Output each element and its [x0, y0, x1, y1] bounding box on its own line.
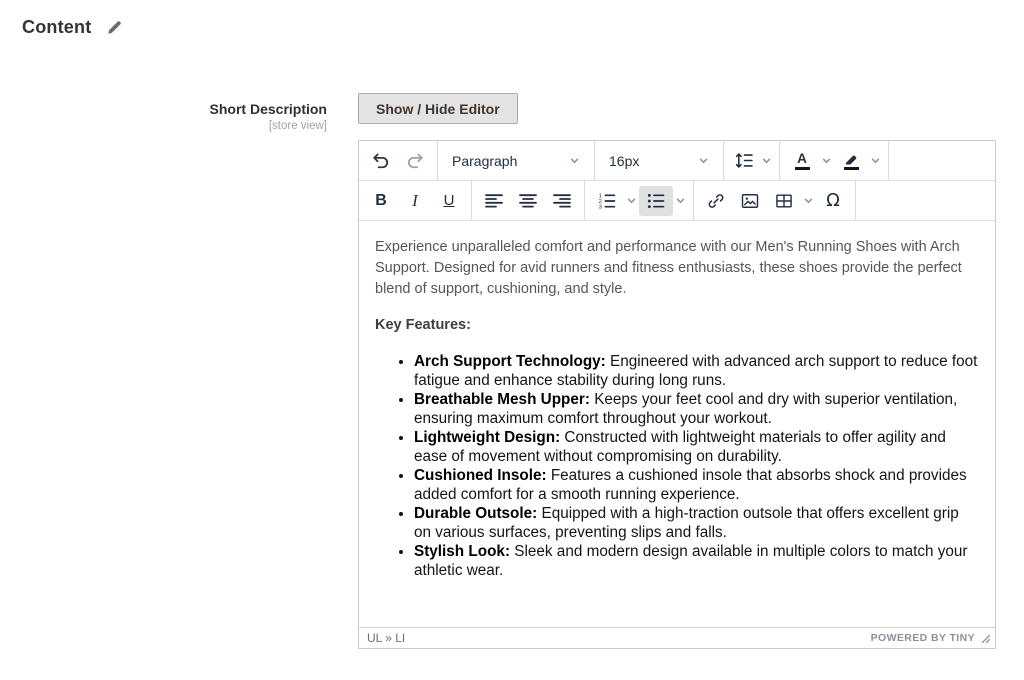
font-size-value: 16px — [609, 152, 640, 169]
editor-status-bar — [359, 627, 995, 648]
table-button[interactable] — [767, 186, 801, 216]
chevron-down-icon — [761, 155, 772, 166]
font-size-dropdown[interactable] — [600, 146, 718, 176]
resize-handle-icon[interactable] — [979, 631, 992, 646]
align-right-button[interactable] — [545, 186, 579, 216]
redo-button[interactable] — [398, 146, 432, 176]
insert-image-button[interactable] — [733, 186, 767, 216]
feature-item: • Durable Outsole: Equipped with a high-traction outsole that offers excellent grip on various surfaces, preventing slips and falls. — [414, 504, 979, 542]
paragraph-format-value: Paragraph — [452, 152, 518, 169]
alignment-group — [472, 181, 585, 220]
text-color-button[interactable] — [785, 146, 819, 176]
feature-item: • Stylish Look: Sleek and modern design available in multiple colors to match your athletic wear. — [414, 542, 979, 580]
svg-text:1: 1 — [598, 192, 602, 199]
toolbar-row-2 — [359, 181, 995, 221]
font-size-group — [595, 141, 724, 180]
align-center-button[interactable] — [511, 186, 545, 216]
text-color-icon: A — [795, 152, 810, 170]
field-scope-label: [store view] — [268, 120, 327, 132]
section-header — [22, 17, 123, 38]
feature-item: • Arch Support Technology: Engineered with advanced arch support to reduce foot fatigue and enhance stability during long runs. — [414, 352, 979, 390]
chevron-down-icon — [870, 155, 881, 166]
chevron-down-icon — [569, 155, 580, 166]
features-list — [375, 352, 979, 580]
editor-content-area[interactable] — [359, 221, 995, 627]
toolbar-row-1 — [359, 141, 995, 181]
svg-text:3: 3 — [598, 204, 602, 211]
field-label: Short Description — [209, 101, 327, 117]
numbered-list-chevron-button[interactable] — [624, 186, 639, 216]
show-hide-editor-button[interactable]: Show / Hide Editor — [358, 93, 518, 124]
edit-pencil-icon[interactable] — [106, 19, 123, 36]
list-group — [585, 181, 694, 220]
link-button[interactable] — [699, 186, 733, 216]
special-character-button[interactable] — [816, 186, 850, 216]
block-format-group — [438, 141, 595, 180]
editor-column — [358, 93, 996, 649]
omega-icon: Ω — [826, 190, 840, 211]
text-color-chevron-button[interactable] — [819, 146, 834, 176]
short-description-field-row — [0, 93, 996, 649]
bold-button[interactable]: B — [364, 186, 398, 216]
line-height-group — [724, 141, 780, 180]
align-left-button[interactable] — [477, 186, 511, 216]
element-path[interactable]: UL » LI — [367, 631, 406, 645]
highlight-color-chevron-button[interactable] — [868, 146, 883, 176]
bullet-list-button[interactable] — [639, 186, 673, 216]
tiny-branding-link[interactable]: POWERED BY TINY — [870, 632, 975, 644]
toolbar-spacer — [856, 181, 995, 220]
toolbar-spacer — [889, 141, 995, 180]
italic-button[interactable]: I — [398, 186, 432, 216]
highlight-color-button[interactable] — [834, 146, 868, 176]
highlighter-icon — [844, 152, 859, 170]
intro-paragraph: Experience unparalleled comfort and performance with our Men's Running Shoes with Arch Support. Designed for avid runners and fitness enthusiasts, these shoes provide the perfect blend of support, cushioning, and style. — [375, 239, 962, 297]
wysiwyg-editor — [358, 140, 996, 649]
table-chevron-button[interactable] — [801, 186, 816, 216]
chevron-down-icon — [675, 195, 686, 206]
line-height-chevron-button[interactable] — [759, 146, 774, 176]
underline-button[interactable]: U — [432, 186, 466, 216]
feature-item: • Lightweight Design: Constructed with lightweight materials to offer agility and ease of movement without compromising on durability. — [414, 428, 979, 466]
chevron-down-icon — [821, 155, 832, 166]
svg-text:2: 2 — [598, 198, 602, 205]
chevron-down-icon — [698, 155, 709, 166]
chevron-down-icon — [626, 195, 637, 206]
color-tools-group — [780, 141, 889, 180]
numbered-list-button[interactable] — [590, 186, 624, 216]
paragraph-format-dropdown[interactable] — [443, 146, 589, 176]
page-title: Content — [22, 17, 92, 37]
chevron-down-icon — [803, 195, 814, 206]
undo-button[interactable] — [364, 146, 398, 176]
features-heading: Key Features: — [375, 317, 471, 333]
text-style-group — [359, 181, 472, 220]
field-label-column — [0, 93, 327, 649]
history-group — [359, 141, 438, 180]
bullet-list-chevron-button[interactable] — [673, 186, 688, 216]
line-height-button[interactable] — [729, 146, 759, 176]
insert-group — [694, 181, 856, 220]
feature-item: • Breathable Mesh Upper: Keeps your feet cool and dry with superior ventilation, ensuring maximum comfort throughout your workout. — [414, 390, 979, 428]
feature-item: • Cushioned Insole: Features a cushioned insole that absorbs shock and provides added comfort for a smooth running experience. — [414, 466, 979, 504]
